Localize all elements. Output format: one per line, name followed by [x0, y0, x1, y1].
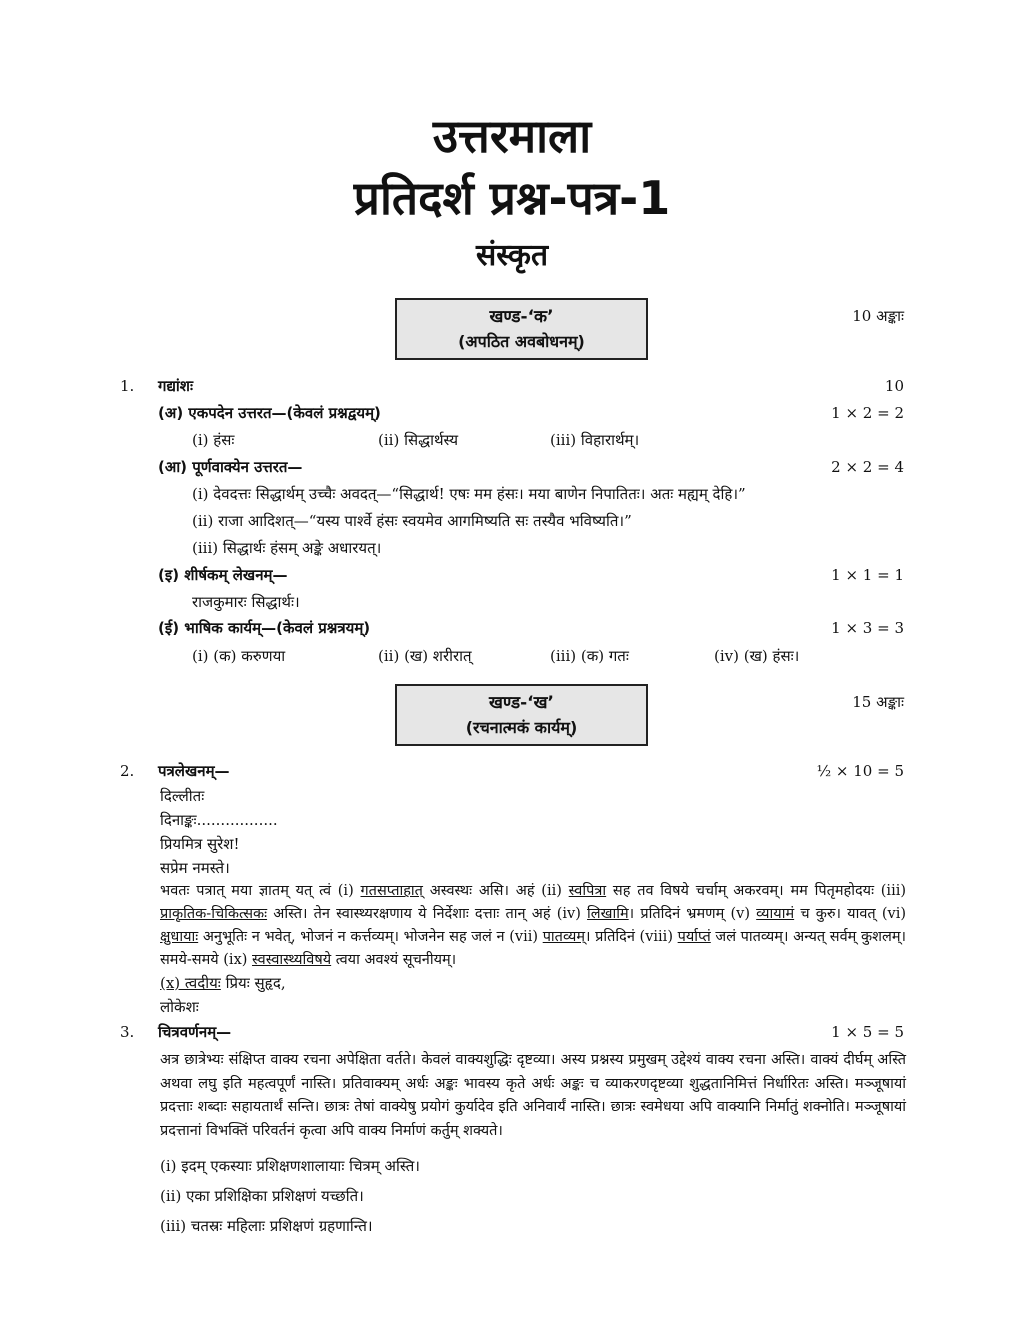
answer-blank: पर्याप्तं	[677, 929, 711, 945]
letter-text: जलं पातव्यम्। अन्यत् सर्वम् कुशलम्। समये-समये (ix)	[160, 929, 906, 968]
q1-i-marks: 1 × 1 = 1	[831, 566, 904, 584]
section-a-box	[395, 298, 648, 360]
answer-blank: पातव्यम्	[542, 929, 585, 945]
q3-number: 3.	[120, 1023, 135, 1041]
q1-marks: 10	[884, 377, 904, 395]
q1-a-answer-3: (iii) विहारार्थम्।	[550, 431, 640, 449]
letter-text: । प्रतिदिनं (viii)	[584, 929, 678, 945]
answer-blank: गतसप्ताहात्	[360, 883, 423, 899]
answer-blank: (x) त्वदीयः	[160, 974, 221, 992]
q1-i-label: (इ) शीर्षकम् लेखनम्—	[158, 566, 288, 584]
letter-date: दिनाङ्कः.................	[160, 811, 278, 829]
q2-title: पत्रलेखनम्—	[158, 762, 230, 780]
q3-instructions: अत्र छात्रेभ्यः संक्षिप्त वाक्य रचना अपेक्षिता वर्तते। केवलं वाक्यशुद्धिः दृष्टव्या। अस्य प्रश्नस्य प्रमुखम् उद्देश्यं वाक्य रचना अस्ति। वाक्यं दीर्घम् अस्ति अथवा लघु इति महत्वपूर्णं नास्ति। प्रतिवाक्यम् अर्धः अङ्कः भावस्य कृते अर्धः अङ्कः च व्याकरणदृष्टव्या शुद्धतानिमित्तं निर्धारितः अस्ति। मञ्जूषायां प्रदत्ताः शब्दाः सहायतार्थं सन्ति। छात्रः तेषां वाक्येषु प्रयोगं कुर्यादेव इति अनिवार्यं नास्ति। छात्रः स्वमेधया अपि वाक्यानि निर्मातुं शक्नोति। मञ्जूषायां प्रदत्तानां विभक्तिं परिवर्तनं कृत्वा अपि वाक्य निर्माणं कर्तुम् शक्यते।	[160, 1052, 906, 1139]
section-b-box	[395, 684, 648, 746]
q1-ii-answer-4: (iv) (ख) हंसः।	[714, 647, 800, 665]
letter-signature: लोकेशः	[160, 998, 199, 1016]
q1-aa-answer-3: (iii) सिद्धार्थः हंसम् अङ्के अधारयत्।	[192, 539, 382, 557]
section-a-marks: 10 अङ्काः	[852, 307, 904, 325]
letter-text: त्वया अवश्यं सूचनीयम्।	[331, 952, 457, 968]
section-a-name: खण्ड-‘क’	[489, 307, 554, 327]
q1-ii-answer-2: (ii) (ख) शरीरात्	[378, 647, 472, 665]
q3-answer-3: (iii) चतस्रः महिलाः प्रशिक्षणं ग्रहणान्ति।	[160, 1217, 373, 1235]
answer-blank: क्षुधायाः	[160, 929, 199, 945]
section-b-name: खण्ड-‘ख’	[489, 693, 554, 713]
paper-title: प्रतिदर्श प्रश्न-पत्र-1	[353, 171, 671, 225]
q2-marks: ½ × 10 = 5	[816, 762, 904, 780]
q1-ii-label: (ई) भाषिक कार्यम्—(केवलं प्रश्नत्रयम्)	[158, 619, 371, 637]
q1-ii-marks: 1 × 3 = 3	[831, 619, 904, 637]
letter-text: अस्वस्थः असि। अहं (ii)	[422, 883, 569, 899]
letter-closing	[160, 972, 286, 994]
answer-blank: स्वपित्रा	[568, 883, 607, 899]
q1-ii-answer-1: (i) (क) करुणया	[192, 647, 286, 665]
q1-aa-marks: 2 × 2 = 4	[831, 458, 904, 476]
q3-answer-2: (ii) एका प्रशिक्षिका प्रशिक्षणं यच्छति।	[160, 1187, 364, 1205]
q1-aa-answer-1: (i) देवदत्तः सिद्धार्थम् उच्चैः अवदत्—“सिद्धार्थ! एषः मम हंसः। मया बाणेन निपातितः। अतः मह्यम् देहि।”	[192, 485, 746, 503]
letter-greeting: सप्रेम नमस्ते।	[160, 859, 230, 877]
letter-text: सह तव विषये चर्चाम् अकरवम्। मम पितृमहोदयः (iii)	[606, 883, 907, 899]
q1-i-answer: राजकुमारः सिद्धार्थः।	[192, 593, 300, 611]
section-b-marks: 15 अङ्काः	[852, 693, 904, 711]
q1-ii-answer-3: (iii) (क) गतः	[550, 647, 629, 665]
letter-salutation: प्रियमित्र सुरेश!	[160, 835, 240, 853]
letter-text: अनुभूतिः न भवेत्, भोजनं न कर्त्तव्यम्। भोजनेन सह जलं न (vii)	[198, 929, 543, 945]
letter-place: दिल्लीतः	[160, 787, 205, 805]
section-a-desc: (अपठित अवबोधनम्)	[458, 332, 585, 351]
q1-aa-label: (आ) पूर्णवाक्येन उत्तरत—	[158, 458, 303, 476]
q1-a-answer-1: (i) हंसः	[192, 431, 235, 449]
answer-blank: व्यायामं	[756, 906, 795, 922]
q1-title: गद्यांशः	[158, 377, 194, 395]
q1-a-label: (अ) एकपदेन उत्तरत—(केवलं प्रश्नद्वयम्)	[158, 404, 381, 422]
letter-text: च कुरु। यावत् (vi)	[794, 906, 906, 922]
letter-body	[160, 880, 906, 972]
letter-text: प्रियः सुहृद,	[220, 974, 286, 992]
q1-a-marks: 1 × 2 = 2	[831, 404, 904, 422]
answer-blank: स्वस्वास्थ्यविषये	[252, 952, 332, 968]
q2-number: 2.	[120, 762, 135, 780]
letter-text: भवतः पत्रात् मया ज्ञातम् यत् त्वं (i)	[160, 883, 361, 899]
page-title: उत्तरमाला	[432, 109, 592, 163]
q1-number: 1.	[120, 377, 135, 395]
q3-title: चित्रवर्णनम्—	[158, 1023, 232, 1041]
section-b-desc: (रचनात्मकं कार्यम्)	[465, 718, 578, 737]
q3-marks: 1 × 5 = 5	[831, 1023, 904, 1041]
answer-blank: लिखामि	[587, 906, 629, 922]
q3-answer-1: (i) इदम् एकस्याः प्रशिक्षणशालायाः चित्रम् अस्ति।	[160, 1157, 420, 1175]
letter-text: अस्ति। तेन स्वास्थ्यरक्षणाय ये निर्देशाः दत्ताः तान् अहं (iv)	[267, 906, 588, 922]
q1-a-answer-2: (ii) सिद्धार्थस्य	[378, 431, 459, 449]
subject-title: संस्कृत	[475, 238, 549, 273]
answer-blank: प्राकृतिक-चिकित्सकः	[160, 906, 268, 922]
letter-text: । प्रतिदिनं भ्रमणम् (v)	[628, 906, 757, 922]
q1-aa-answer-2: (ii) राजा आदिशत्—“यस्य पार्श्वे हंसः स्वयमेव आगमिष्यति सः तस्यैव भविष्यति।”	[192, 512, 632, 530]
